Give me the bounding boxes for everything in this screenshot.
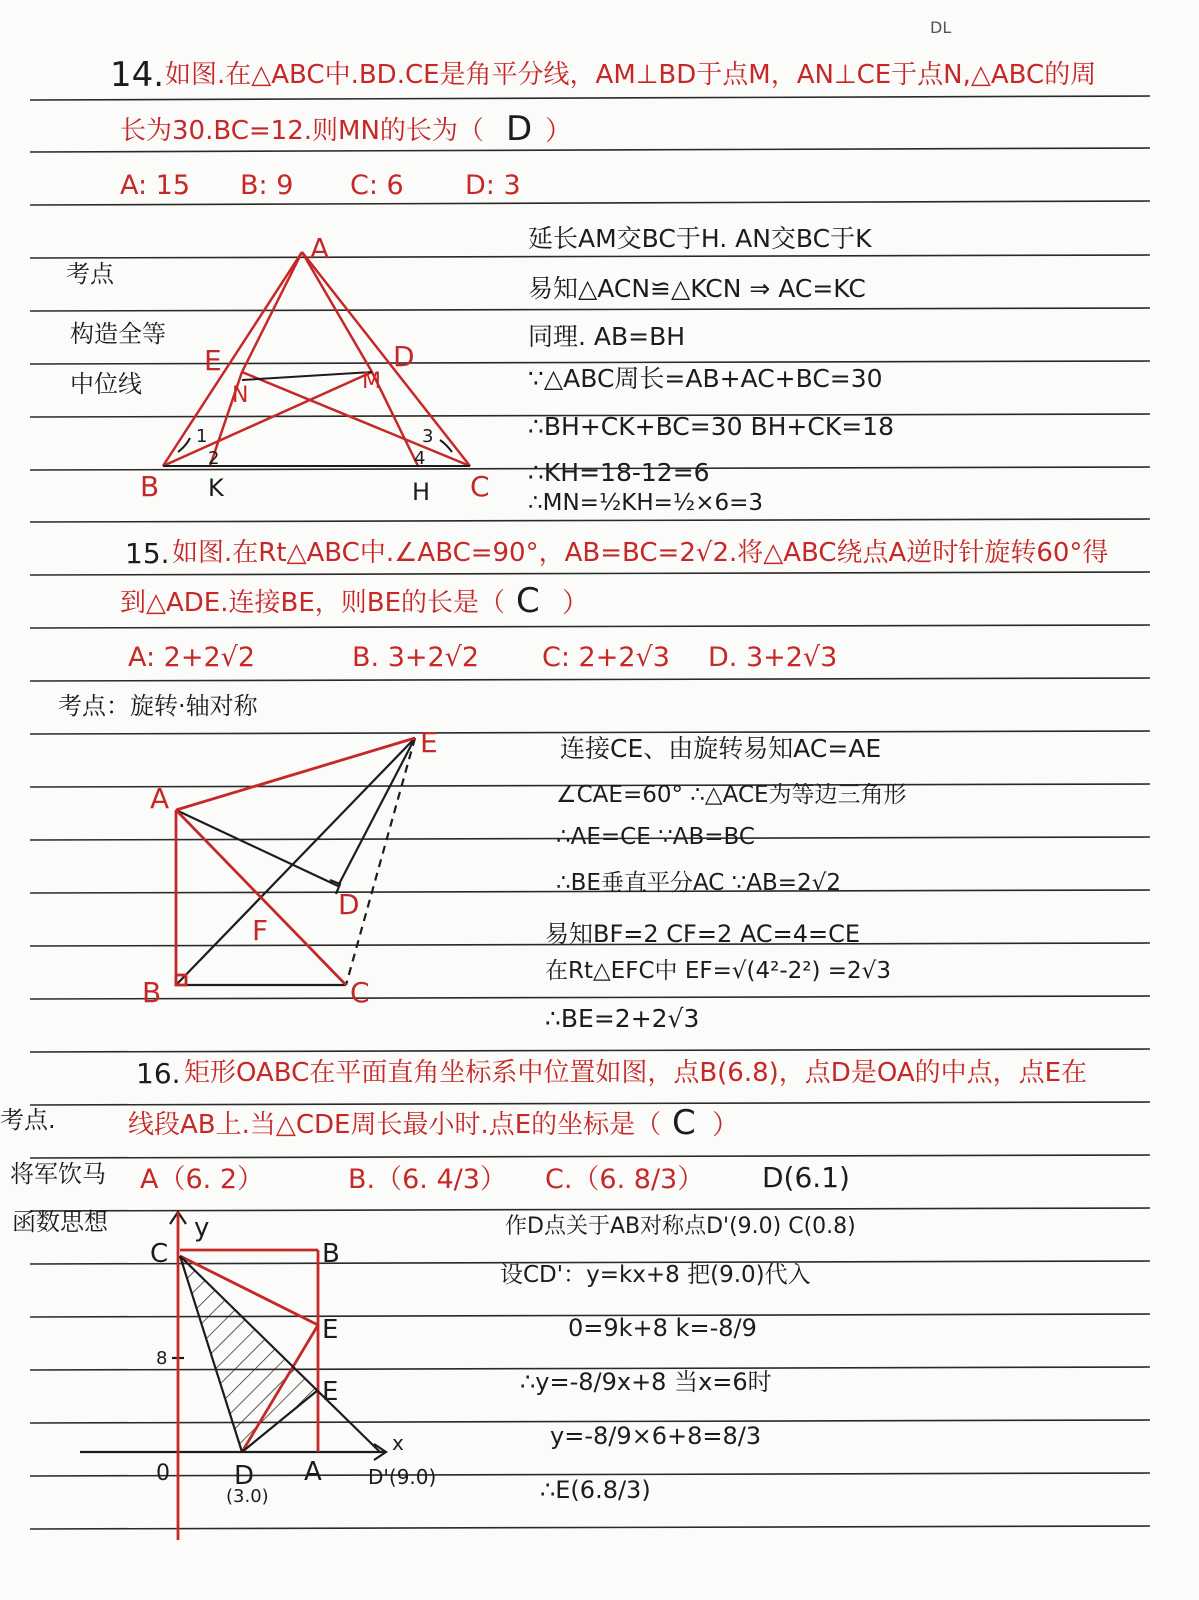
answer-close-paren: ） — [562, 588, 589, 619]
label-a: A — [304, 1457, 322, 1487]
note-kaodian: 考点 — [66, 260, 114, 288]
label-c: C — [470, 470, 490, 503]
question-line-2: 长为30.BC=12.则MN的长为（ — [120, 116, 484, 146]
option-d: D(6.1) — [762, 1161, 850, 1194]
label-b: B — [142, 976, 162, 1009]
label-x: x — [392, 1431, 404, 1455]
option-d: D. 3+2√3 — [708, 642, 838, 673]
label-origin: 0 — [156, 1461, 170, 1486]
question-line-2: 到△ADE.连接BE，则BE的长是（ — [120, 588, 506, 618]
solution-line: ∴BE=2+2√3 — [545, 1004, 700, 1033]
label-tick-8: 8 — [156, 1348, 168, 1369]
question-number: 16. — [136, 1057, 181, 1090]
label-a: A — [310, 232, 330, 265]
solution-line: 0=9k+8 k=-8/9 — [568, 1314, 757, 1342]
solution-line: ∴BE垂直平分AC ∵AB=2√2 — [556, 870, 841, 896]
option-a: A（6. 2） — [140, 1164, 264, 1195]
solution-line: 连接CE、由旋转易知AC=AE — [560, 734, 882, 763]
option-b: B. 3+2√2 — [352, 642, 480, 673]
solution-line: y=-8/9×6+8=8/3 — [550, 1422, 762, 1450]
question-line-1: 矩形OABC在平面直角坐标系中位置如图，点B(6.8)，点D是OA的中点，点E在 — [184, 1058, 1088, 1088]
question-line-1: 如图.在Rt△ABC中.∠ABC=90°，AB=BC=2√2.将△ABC绕点A逆时针旋转60°得 — [172, 538, 1109, 568]
option-a: A: 15 — [120, 170, 191, 201]
solution-line: ∴AE=CE ∵AB=BC — [556, 824, 755, 850]
question-line-2: 线段AB上.当△CDE周长最小时.点E的坐标是（ — [128, 1110, 662, 1140]
shaded-triangle-cde — [180, 1256, 318, 1452]
label-d-prime: D'(9.0) — [368, 1465, 437, 1489]
solution-line: ∴KH=18-12=6 — [528, 458, 710, 487]
label-y: y — [194, 1213, 210, 1243]
solution-line: 易知△ACN≌△KCN ⇒ AC=KC — [528, 274, 866, 303]
question-line-1: 如图.在△ABC中.BD.CE是角平分线，AM⊥BD于点M，AN⊥CE于点N,△ABC的周 — [165, 60, 1097, 90]
answer-close-paren: ） — [545, 116, 572, 147]
solution-line: 易知BF=2 CF=2 AC=4=CE — [545, 920, 861, 948]
option-c: C: 6 — [350, 170, 404, 201]
option-c: C: 2+2√3 — [542, 642, 670, 673]
label-d-coord: (3.0) — [226, 1486, 269, 1507]
label-e-upper: E — [322, 1315, 339, 1345]
question-number: 14. — [110, 55, 165, 95]
note-kaodian: 考点：旋转·轴对称 — [58, 692, 258, 720]
option-b: B.（6. 4/3） — [348, 1164, 507, 1195]
solution-line: 作D点关于AB对称点D'(9.0) C(0.8) — [505, 1214, 856, 1239]
label-m: M — [362, 369, 381, 394]
answer-close-paren: ） — [712, 1110, 739, 1141]
angle-label-3: 3 — [422, 426, 434, 447]
label-d: D — [234, 1461, 255, 1491]
option-d: D: 3 — [465, 170, 521, 201]
label-h: H — [412, 478, 431, 506]
angle-label-4: 4 — [414, 448, 426, 469]
solution-line: 设CD'：y=kx+8 把(9.0)代入 — [500, 1262, 811, 1288]
label-a: A — [150, 782, 170, 815]
label-e-lower: E — [322, 1377, 339, 1407]
note-construct: 构造全等 — [70, 320, 166, 348]
note-kaodian: 考点. — [0, 1106, 56, 1134]
question-number: 15. — [125, 537, 170, 570]
solution-line: ∴E(6.8/3) — [540, 1476, 651, 1504]
option-c: C.（6. 8/3） — [545, 1164, 705, 1195]
label-d: D — [338, 888, 360, 921]
label-k: K — [208, 474, 224, 502]
solution-line: ∵△ABC周长=AB+AC+BC=30 — [528, 364, 883, 393]
solution-line: ∴BH+CK+BC=30 BH+CK=18 — [528, 412, 894, 441]
label-b: B — [322, 1239, 340, 1269]
label-f: F — [252, 914, 269, 947]
label-d: D — [393, 340, 415, 373]
answer-choice: C — [516, 581, 540, 621]
solution-line: 在Rt△EFC中 EF=√(4²-2²) =2√3 — [545, 958, 891, 984]
solution-line: ∴MN=½KH=½×6=3 — [528, 490, 763, 516]
angle-label-2: 2 — [208, 448, 220, 469]
solution-line: 同理. AB=BH — [528, 322, 686, 351]
solution-line: 延长AM交BC于H. AN交BC于K — [528, 224, 872, 253]
answer-choice: C — [672, 1103, 696, 1143]
label-n: N — [232, 383, 249, 408]
label-e: E — [420, 726, 438, 759]
corner-mark: DL — [930, 18, 952, 37]
label-c: C — [350, 976, 370, 1009]
answer-choice: D — [506, 109, 533, 149]
note-midline: 中位线 — [70, 370, 142, 398]
solution-line: ∴y=-8/9x+8 当x=6时 — [520, 1368, 772, 1396]
solution-line: ∠CAE=60° ∴△ACE为等边三角形 — [556, 782, 907, 808]
note-general-horse: 将军饮马 — [10, 1160, 106, 1188]
option-a: A: 2+2√2 — [128, 642, 256, 673]
label-e: E — [204, 344, 222, 377]
option-b: B: 9 — [240, 170, 294, 201]
note-function-idea: 函数思想 — [12, 1208, 108, 1236]
angle-label-1: 1 — [196, 426, 208, 447]
label-b: B — [140, 470, 160, 503]
label-c: C — [150, 1239, 169, 1269]
